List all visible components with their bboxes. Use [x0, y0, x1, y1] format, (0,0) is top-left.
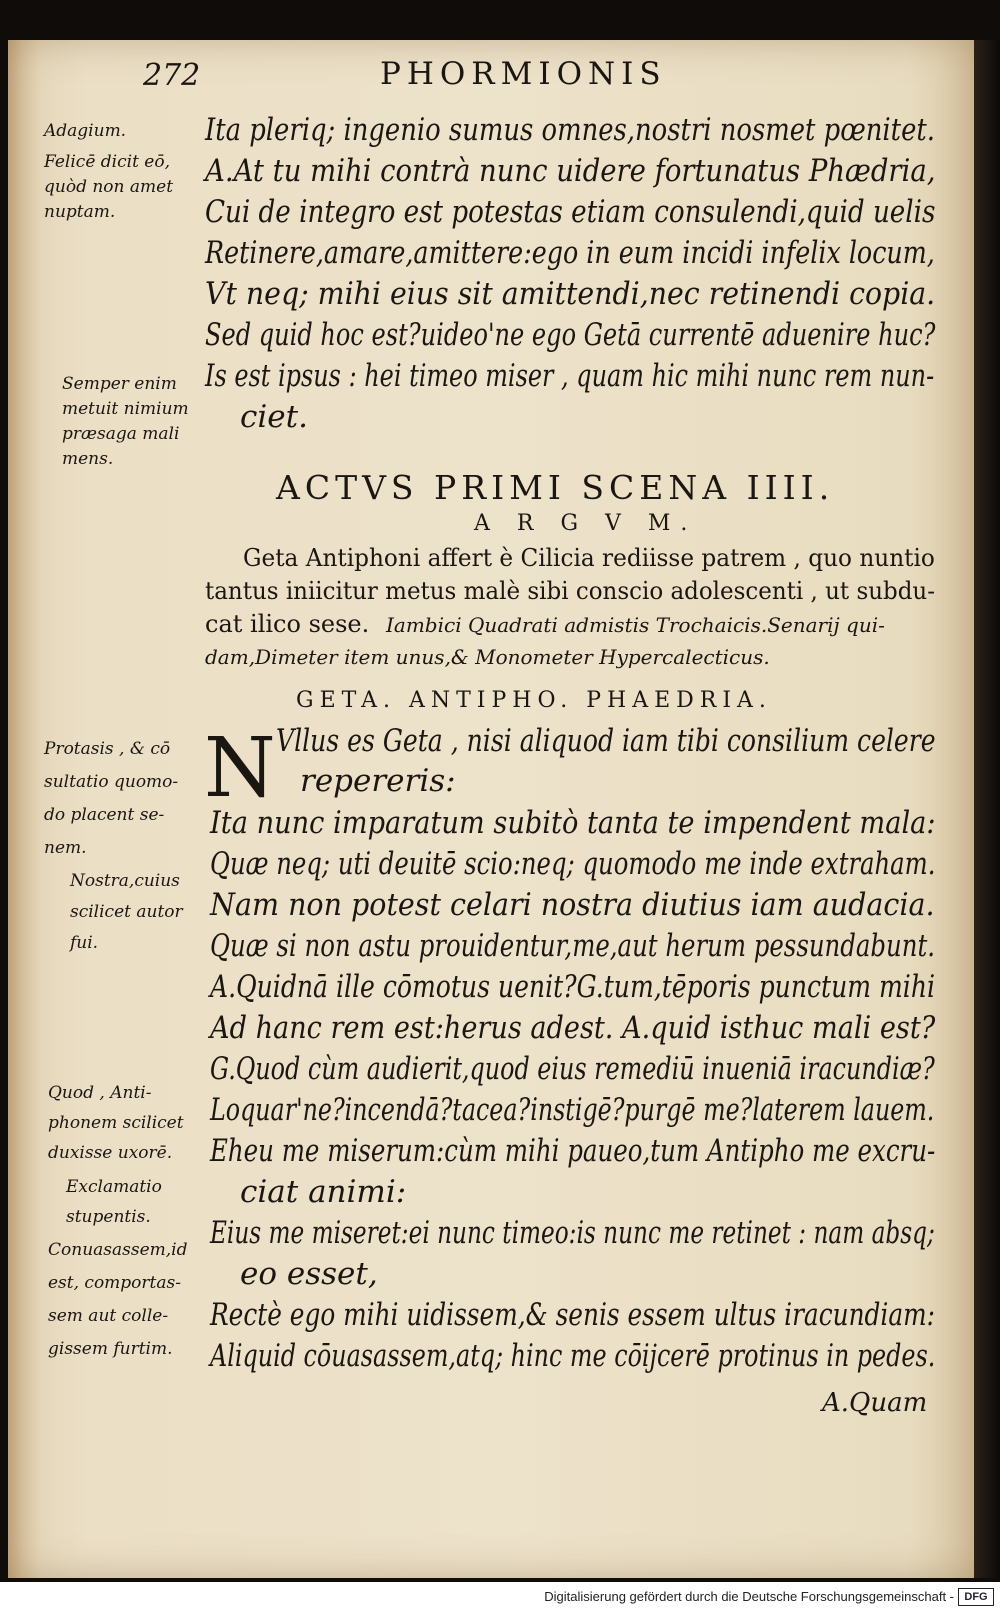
- book-edge: [974, 40, 1000, 1578]
- margin-note-line: fui.: [70, 933, 99, 953]
- margin-note-line: præsaga mali: [62, 424, 180, 444]
- verse-line: A.At tu mihi contrà nunc uidere fortunatus Phædria,: [205, 153, 936, 189]
- verse-line: ciat animi:: [240, 1174, 407, 1210]
- verse-line: A.Quidnā ille cōmotus uenit?G.tum,tēporis punctum mihi: [210, 969, 935, 1005]
- margin-note-line: gissem furtim.: [48, 1339, 173, 1359]
- margin-note-line: sultatio quomo-: [44, 772, 179, 792]
- margin-note-line: sem aut colle-: [48, 1306, 169, 1326]
- verse-line: Is est ipsus : hei timeo miser , quam hic mihi nunc rem nun-: [205, 358, 935, 394]
- margin-note-line: phonem scilicet: [48, 1113, 184, 1133]
- margin-note-line: nuptam.: [44, 202, 116, 222]
- verse-line: repereris:: [300, 763, 456, 799]
- margin-note-line: Exclamatio: [66, 1177, 162, 1197]
- margin-note-line: quòd non amet: [44, 177, 174, 197]
- margin-note-line: stupentis.: [66, 1207, 151, 1227]
- margin-note-line: scilicet autor: [70, 902, 183, 922]
- verse-line: eo esset,: [240, 1256, 378, 1292]
- meter-note-line: dam,Dimeter item unus,& Monometer Hypercalecticus.: [205, 645, 770, 669]
- margin-note-line: do placent se-: [44, 805, 165, 825]
- running-head: PHORMIONIS: [380, 56, 667, 92]
- margin-note: [48, 1234, 188, 1366]
- argument-line: tantus iniicitur metus malè sibi conscio adolescenti , ut subdu-: [205, 577, 935, 605]
- verse-line: Eius me miseret:ei nunc timeo:is nunc me retinet : nam absq;: [210, 1215, 935, 1251]
- verse-line: Retinere,amare,amittere:ego in eum incidi infelix locum,: [205, 235, 935, 271]
- verse-line: Aliquid cōuasassem,atq; hinc me cōijcerē protinus in pedes.: [210, 1338, 936, 1374]
- margin-note-line: mens.: [62, 449, 114, 469]
- argument-label: A R G V M.: [474, 511, 698, 536]
- margin-note: [66, 1172, 162, 1232]
- verse-line: Ita pleriq; ingenio sumus omnes,nostri nosmet pœnitet.: [205, 112, 935, 148]
- verse-line: Ita nunc imparatum subitò tanta te impendent mala:: [210, 805, 936, 841]
- verse-line: ciet.: [240, 399, 308, 435]
- margin-note-line: Protasis , & cō: [44, 739, 171, 759]
- verse-line: Vt neq; mihi eius sit amittendi,nec retinendi copia.: [205, 276, 936, 312]
- verse-line: Loquar'ne?incendā?tacea?instigē?purgē me?laterem lauem.: [210, 1092, 935, 1128]
- verse-line: Rectè ego mihi uidissem,& senis essem ultus iracundiam:: [210, 1297, 936, 1333]
- argument-line: cat ilico sese.: [205, 610, 370, 638]
- margin-note-line: nem.: [44, 838, 87, 858]
- verse-line: Nam non potest celari nostra diutius iam audacia.: [210, 887, 935, 923]
- verse-line: G.Quod cùm audierit,quod eius remediū inueniā iracundiæ?: [210, 1051, 935, 1087]
- verse-line: Sed quid hoc est?uideo'ne ego Getā currentē aduenire huc?: [205, 317, 936, 353]
- margin-note-line: duxisse uxorē.: [48, 1143, 173, 1163]
- page-number: 272: [143, 58, 201, 93]
- margin-note: [62, 372, 189, 472]
- verse-line: Vllus es Geta , nisi aliquod iam tibi consilium celere: [276, 723, 936, 759]
- margin-note-line: Felicē dicit eō,: [44, 152, 170, 172]
- catchword: A.Quam: [822, 1388, 928, 1418]
- verse-line: Cui de integro est potestas etiam consulendi,quid uelis: [205, 194, 936, 230]
- margin-note: [70, 866, 183, 959]
- margin-note-line: Semper enim: [62, 374, 177, 394]
- margin-note-line: Quod , Anti-: [48, 1083, 152, 1103]
- margin-note: [44, 150, 173, 225]
- verse-line: Ad hanc rem est:herus adest. A.quid isthuc mali est?: [210, 1010, 936, 1046]
- verse-line: Eheu me miserum:cùm mihi paueo,tum Antipho me excru-: [210, 1133, 936, 1169]
- margin-note-line: Nostra,cuius: [70, 871, 180, 891]
- funding-credit: Digitalisierung gefördert durch die Deutsche Forschungsgemeinschaft -: [544, 1589, 954, 1604]
- speaker-list: GETA. ANTIPHO. PHAEDRIA.: [296, 688, 772, 713]
- margin-note: [44, 122, 126, 140]
- margin-note-line: Conuasassem,id: [48, 1240, 188, 1260]
- margin-note-line: metuit nimium: [62, 399, 189, 419]
- footer-bar: [0, 1582, 1000, 1613]
- verse-line: Quæ si non astu prouidentur,me,aut herum pessundabunt.: [210, 928, 936, 964]
- meter-note-line: Iambici Quadrati admistis Trochaicis.Senarij qui-: [386, 613, 885, 637]
- act-heading: ACTVS PRIMI SCENA IIII.: [276, 468, 835, 507]
- dfg-logo: DFG: [958, 1588, 994, 1606]
- margin-note: [44, 733, 178, 865]
- drop-cap: N: [204, 721, 276, 816]
- argument-line: Geta Antiphoni affert è Cilicia rediisse patrem , quo nuntio: [243, 544, 935, 572]
- margin-note: [48, 1078, 184, 1168]
- margin-note-line: Adagium.: [44, 121, 127, 141]
- verse-line: Quæ neq; uti deuitē scio:neq; quomodo me inde extraham.: [210, 846, 936, 882]
- margin-note-line: est, comportas-: [48, 1273, 181, 1293]
